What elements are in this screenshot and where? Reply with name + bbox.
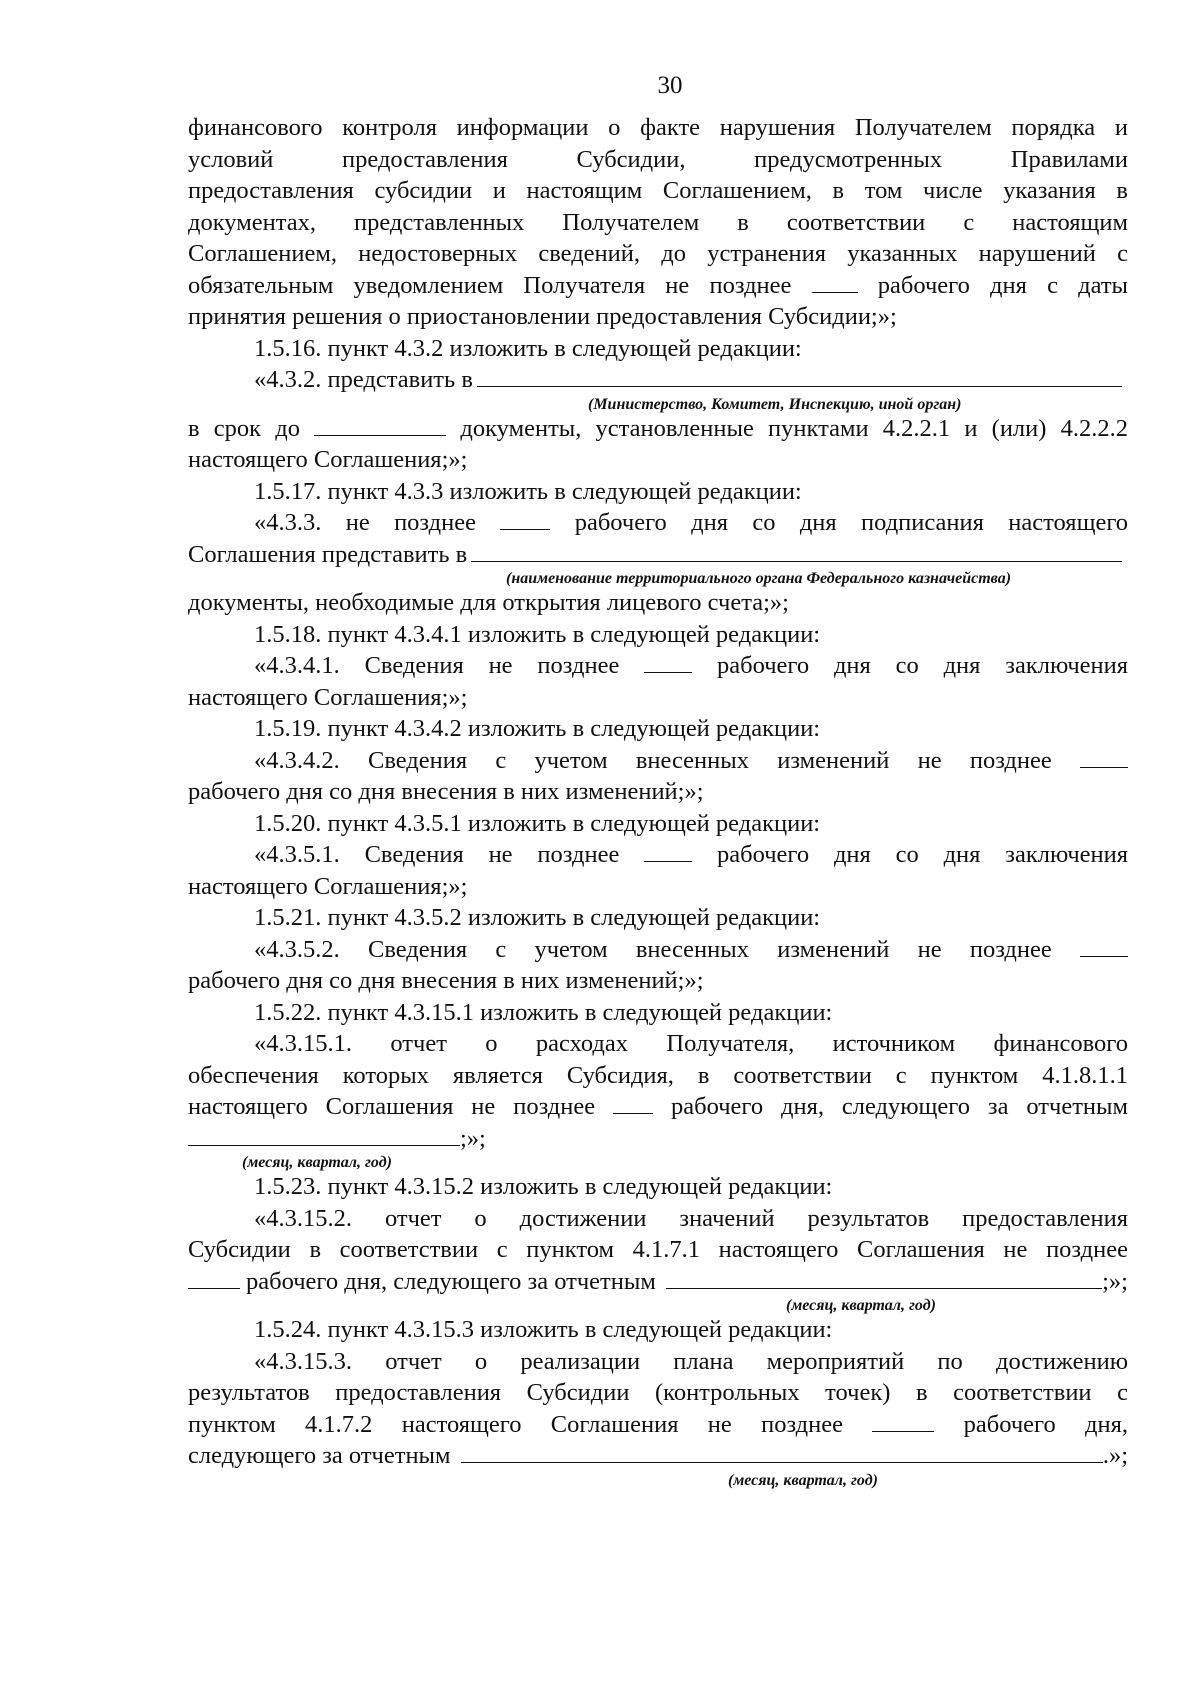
text-line: условий предоставления Субсидии, предусмотренных Правилами <box>188 145 1128 173</box>
text-segment: рабочего дня со дня заключения <box>717 652 1129 679</box>
text-segment: документы, установленные пунктами 4.2.2.1 и (или) 4.2.2.2 <box>460 414 1129 442</box>
text-line <box>188 270 1128 302</box>
text-line: принятия решения о приостановлении предоставления Субсидии;»; <box>188 303 897 330</box>
blank-line <box>477 366 1122 387</box>
caption: (месяц, квартал, год) <box>242 1154 392 1171</box>
text-segment: Соглашения представить в <box>188 540 468 568</box>
text-line: Соглашением, недостоверных сведений, до устранения указанных нарушений с <box>188 240 1128 267</box>
text-segment: ;»; <box>460 1124 486 1152</box>
text-line <box>188 539 1128 571</box>
text-line: предоставления субсидии и настоящим Соглашением, в том числе указания в <box>188 177 1128 204</box>
clause-heading: 1.5.21. пункт 4.3.5.2 изложить в следующей редакции: <box>254 904 821 931</box>
text-segment: ;»; <box>1102 1267 1128 1295</box>
text-line <box>188 1266 1128 1298</box>
blank-line <box>461 1442 1103 1463</box>
caption: (наименование территориального органа Федерального казначейства) <box>506 570 1012 587</box>
text-segment: рабочего дня, следующего за отчетным <box>670 1093 1128 1120</box>
text-segment: «4.3.5.2. Сведения с учетом внесенных изменений не позднее <box>254 935 1052 963</box>
document-page <box>188 60 1128 1489</box>
text-line <box>188 413 1128 445</box>
clause-heading: 1.5.24. пункт 4.3.15.3 изложить в следующей редакции: <box>254 1316 833 1343</box>
text-segment: «4.3.4.2. Сведения с учетом внесенных изменений не позднее <box>254 746 1052 774</box>
caption: (Министерство, Комитет, Инспекцию, иной орган) <box>588 395 962 413</box>
text-line: рабочего дня со дня внесения в них изменений;»; <box>188 967 704 994</box>
blank-line <box>1080 747 1128 768</box>
blank-line <box>314 415 446 436</box>
text-line <box>188 364 1128 396</box>
text-segment: рабочего дня со дня заключения <box>717 841 1129 868</box>
text-segment: .»; <box>1102 1442 1128 1469</box>
blank-line <box>471 541 1122 562</box>
blank-line <box>872 1411 934 1432</box>
page-number: 30 <box>657 72 683 99</box>
text-line: документы, необходимые для открытия лицевого счета;»; <box>188 589 789 616</box>
clause-heading: 1.5.19. пункт 4.3.4.2 изложить в следующей редакции: <box>254 715 821 742</box>
text-segment: настоящего Соглашения не позднее <box>188 1093 596 1120</box>
text-line <box>188 1123 1128 1155</box>
blank-line <box>500 509 550 530</box>
caption: (месяц, квартал, год) <box>728 1471 878 1489</box>
text-line: «4.3.15.1. отчет о расходах Получателя, источником финансового <box>254 1030 1128 1057</box>
caption: (месяц, квартал, год) <box>786 1297 936 1314</box>
text-line <box>188 745 1128 777</box>
blank-line <box>188 1268 240 1289</box>
text-line: настоящего Соглашения;»; <box>188 872 468 900</box>
text-segment: «4.3.5.1. Сведения не позднее <box>254 841 620 868</box>
text-segment: рабочего дня со дня подписания настоящего <box>574 509 1129 536</box>
blank-line <box>188 1125 460 1146</box>
clause-heading: 1.5.17. пункт 4.3.3 изложить в следующей редакции: <box>254 477 802 505</box>
text-line: документах, представленных Получателем в соответствии с настоящим <box>188 208 1128 236</box>
text-segment: «4.3.4.1. Сведения не позднее <box>254 652 620 679</box>
text-line <box>188 650 1128 682</box>
text-segment: рабочего дня, следующего за отчетным <box>246 1267 656 1295</box>
text-line: обеспечения которых является Субсидия, в соответствии с пунктом 4.1.8.1.1 <box>188 1061 1128 1089</box>
blank-line <box>1080 936 1128 957</box>
text-line <box>188 1409 1128 1441</box>
text-segment: следующего за отчетным <box>188 1442 451 1469</box>
blank-line <box>613 1093 653 1114</box>
blank-line <box>644 652 692 673</box>
clause-heading: 1.5.16. пункт 4.3.2 изложить в следующей редакции: <box>254 334 802 362</box>
text-segment: рабочего дня с даты <box>877 271 1129 299</box>
text-line <box>188 1440 1128 1472</box>
blank-line <box>812 272 858 293</box>
text-line: настоящего Соглашения;»; <box>188 683 468 711</box>
blank-line <box>666 1268 1102 1289</box>
clause-heading: 1.5.23. пункт 4.3.15.2 изложить в следующей редакции: <box>254 1173 833 1200</box>
text-line: рабочего дня со дня внесения в них изменений;»; <box>188 778 704 805</box>
clause-heading: 1.5.18. пункт 4.3.4.1 изложить в следующей редакции: <box>254 620 821 648</box>
text-line: Субсидии в соответствии с пунктом 4.1.7.1 настоящего Соглашения не позднее <box>188 1236 1128 1263</box>
clause-heading: 1.5.20. пункт 4.3.5.1 изложить в следующей редакции: <box>254 809 821 837</box>
text-line: финансового контроля информации о факте нарушения Получателем порядка и <box>188 114 1128 141</box>
text-line: результатов предоставления Субсидии (контрольных точек) в соответствии с <box>188 1379 1128 1406</box>
text-line <box>188 1091 1128 1123</box>
text-line: «4.3.15.3. отчет о реализации плана мероприятий по достижению <box>254 1347 1128 1375</box>
blank-line <box>644 841 692 862</box>
text-line: настоящего Соглашения;»; <box>188 446 468 473</box>
text-segment: «4.3.3. не позднее <box>254 509 476 536</box>
text-line: «4.3.15.2. отчет о достижении значений результатов предоставления <box>254 1204 1128 1232</box>
text-segment: рабочего дня, <box>963 1410 1129 1438</box>
text-segment: в срок до <box>188 414 300 442</box>
text-segment: «4.3.2. представить в <box>254 366 473 393</box>
text-segment: пунктом 4.1.7.2 настоящего Соглашения не позднее <box>188 1410 844 1438</box>
text-line <box>188 839 1128 871</box>
text-segment: обязательным уведомлением Получателя не позднее <box>188 271 792 299</box>
text-line <box>188 934 1128 966</box>
text-line <box>188 507 1128 539</box>
clause-heading: 1.5.22. пункт 4.3.15.1 изложить в следующей редакции: <box>254 998 833 1026</box>
